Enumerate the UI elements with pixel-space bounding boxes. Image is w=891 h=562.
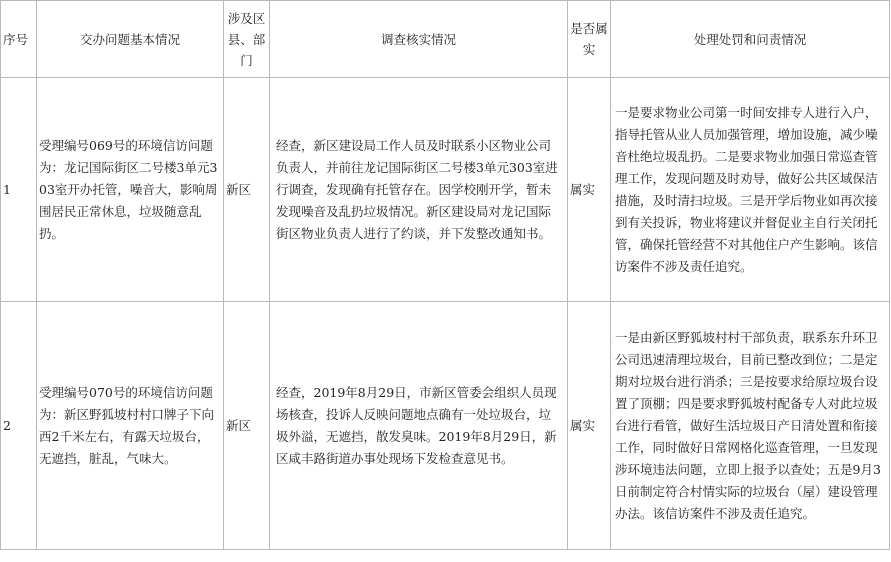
header-row xyxy=(1,1,890,78)
header-basic-situation: 交办问题基本情况 xyxy=(37,1,224,78)
row-number: 2 xyxy=(1,302,37,550)
row-investigation: 经查，2019年8月29日，市新区管委会组织人员现场核查，投诉人反映问题地点确有一处垃圾台，垃圾外溢，无遮挡，散发臭味。2019年8月29日，新区咸丰路街道办事处现场下发检查意见书。 xyxy=(270,302,568,550)
table-row xyxy=(1,302,890,550)
row-investigation: 经查，新区建设局工作人员及时联系小区物业公司负责人，并前往龙记国际街区二号楼3单元303室进行调查，发现确有托管存在。因学校刚开学，暂未发现噪音及乱扔垃圾情况。新区建设局对龙记国际街区物业负责人进行了约谈，并下发整改通知书。 xyxy=(270,78,568,302)
header-handling: 处理处罚和问责情况 xyxy=(611,1,890,78)
row-handling: 一是由新区野狐坡村村干部负责，联系东升环卫公司迅速清理垃圾台，目前已整改到位；二是定期对垃圾台进行消杀；三是按要求给原垃圾台设置了顶棚；四是要求野狐坡村配备专人对此垃圾台进行看管，做好生活垃圾日产日清处置和衔接工作，同时做好日常网格化巡查管理，一旦发现涉环境违法问题，立即上报予以查处；五是9月3日前制定符合村情实际的垃圾台（屋）建设管理办法。该信访案件不涉及责任追究。 xyxy=(611,302,890,550)
row-verified: 属实 xyxy=(568,78,611,302)
row-handling: 一是要求物业公司第一时间安排专人进行入户，指导托管从业人员加强管理，增加设施，减少噪音杜绝垃圾乱扔。二是要求物业加强日常巡查管理工作，发现问题及时劝导，做好公共区域保洁措施，及时清扫垃圾。三是开学后物业如再次接到有关投诉，物业将建议并督促业主自行关闭托管，确保托管经营不对其他住户产生影响。该信访案件不涉及责任追究。 xyxy=(611,78,890,302)
row-number: 1 xyxy=(1,78,37,302)
header-number: 序号 xyxy=(1,1,37,78)
row-verified: 属实 xyxy=(568,302,611,550)
header-area: 涉及区县、部门 xyxy=(224,1,270,78)
row-area: 新区 xyxy=(224,78,270,302)
table-row xyxy=(1,78,890,302)
row-area: 新区 xyxy=(224,302,270,550)
header-verified: 是否属实 xyxy=(568,1,611,78)
header-investigation: 调查核实情况 xyxy=(270,1,568,78)
row-basic-situation: 受理编号069号的环境信访问题为：龙记国际街区二号楼3单元303室开办托管，噪音大，影响周围居民正常休息，垃圾随意乱扔。 xyxy=(37,78,224,302)
row-basic-situation: 受理编号070号的环境信访问题为：新区野狐坡村村口牌子下向西2千米左右，有露天垃圾台，无遮挡，脏乱，气味大。 xyxy=(37,302,224,550)
